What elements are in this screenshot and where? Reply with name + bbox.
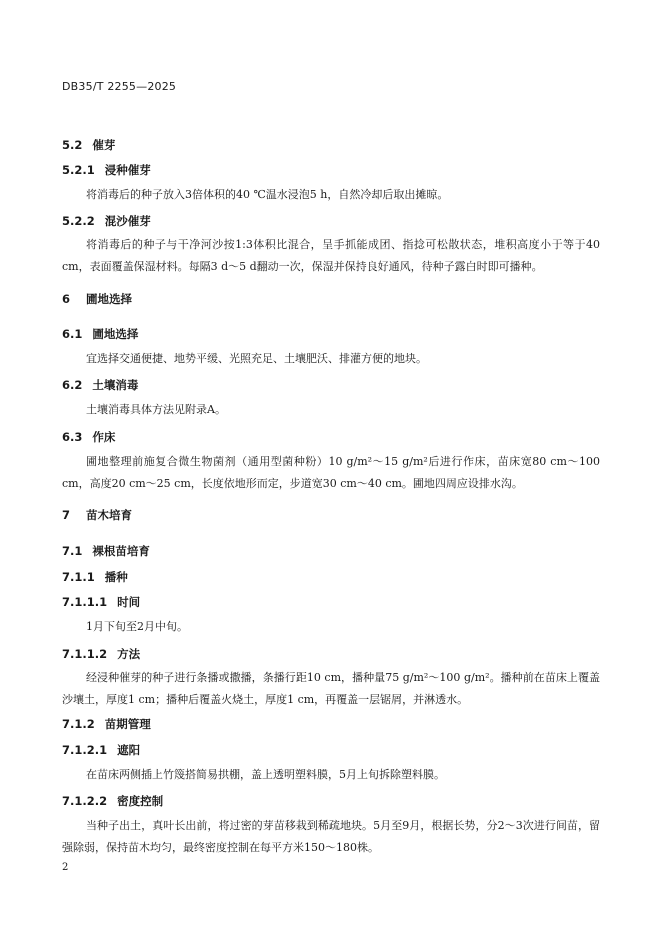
section-number: 5.2 (62, 138, 83, 152)
section-title: 浸种催芽 (104, 163, 151, 177)
section-title: 混沙催芽 (104, 214, 151, 228)
section-number: 5.2.1 (62, 163, 95, 177)
section-number: 5.2.2 (62, 214, 95, 228)
section-heading (62, 326, 138, 342)
section-title: 密度控制 (117, 794, 164, 808)
section-heading (62, 377, 138, 393)
section-number: 7 (62, 508, 71, 522)
paragraph: 当种子出土，真叶长出前，将过密的芽苗移栽到稀疏地块。5月至9月，根据长势，分2～3次进行间苗，留强除弱，保持苗木均匀，最终密度控制在每平方米150～180株。 (62, 819, 600, 854)
section-number: 7.1.2.2 (62, 794, 108, 808)
paragraph: 1月下旬至2月中旬。 (86, 620, 188, 633)
section-title: 圃地选择 (86, 292, 133, 306)
section-number: 6.3 (62, 430, 83, 444)
section-title: 裸根苗培育 (92, 544, 150, 558)
section-title: 播种 (104, 570, 128, 584)
section-heading (62, 543, 150, 559)
section-title: 圃地选择 (92, 327, 139, 341)
section-heading (62, 507, 132, 523)
paragraph: 在苗床两侧插上竹篾搭简易拱棚，盖上透明塑料膜，5月上旬拆除塑料膜。 (86, 768, 445, 781)
section-number: 6.1 (62, 327, 83, 341)
section-number: 6.2 (62, 378, 83, 392)
section-number: 7.1.1.2 (62, 647, 108, 661)
section-heading (62, 793, 163, 809)
section-heading (62, 716, 151, 732)
paragraph: 经浸种催芽的种子进行条播或撒播，条播行距10 cm，播种量75 g/m²～100 g/m²。播种前在苗床上覆盖沙壤土，厚度1 cm；播种后覆盖火烧土，厚度1 cm，再覆盖一层锯屑，并淋透水。 (62, 671, 600, 706)
section-heading (62, 646, 140, 662)
section-title: 土壤消毒 (92, 378, 139, 392)
paragraph: 将消毒后的种子与干净河沙按1:3体积比混合，呈手抓能成团、指捻可松散状态，堆积高度小于等于40 cm，表面覆盖保湿材料。每隔3 d～5 d翻动一次，保湿并保持良好通风，待种子露白时即可播种。 (62, 238, 600, 273)
paragraph: 宜选择交通便捷、地势平缓、光照充足、土壤肥沃、排灌方便的地块。 (86, 352, 427, 365)
paragraph: 土壤消毒具体方法见附录A。 (86, 403, 226, 416)
section-heading (62, 594, 140, 610)
section-heading (62, 213, 151, 229)
section-title: 苗木培育 (86, 508, 133, 522)
section-number: 7.1.1 (62, 570, 95, 584)
section-number: 6 (62, 292, 71, 306)
section-heading (62, 137, 115, 153)
section-title: 催芽 (92, 138, 116, 152)
section-number: 7.1 (62, 544, 83, 558)
section-title: 苗期管理 (104, 717, 151, 731)
section-title: 方法 (117, 647, 141, 661)
section-heading (62, 162, 151, 178)
section-number: 7.1.2 (62, 717, 95, 731)
section-heading (62, 429, 115, 445)
document-id: DB35/T 2255—2025 (62, 80, 177, 93)
section-number: 7.1.2.1 (62, 743, 108, 757)
section-title: 作床 (92, 430, 116, 444)
section-heading (62, 291, 132, 307)
paragraph: 将消毒后的种子放入3倍体积的40 ℃温水浸泡5 h，自然冷却后取出摊晾。 (86, 188, 449, 201)
section-title: 遮阳 (117, 743, 141, 757)
section-number: 7.1.1.1 (62, 595, 108, 609)
section-heading (62, 742, 140, 758)
section-heading (62, 569, 128, 585)
paragraph: 圃地整理前施复合微生物菌剂（通用型菌种粉）10 g/m²～15 g/m²后进行作床，苗床宽80 cm～100 cm，高度20 cm～25 cm，长度依地形而定，步道宽30 cm～40 cm。圃地四周应设排水沟。 (62, 455, 600, 490)
section-title: 时间 (117, 595, 141, 609)
page-number: 2 (62, 862, 69, 873)
